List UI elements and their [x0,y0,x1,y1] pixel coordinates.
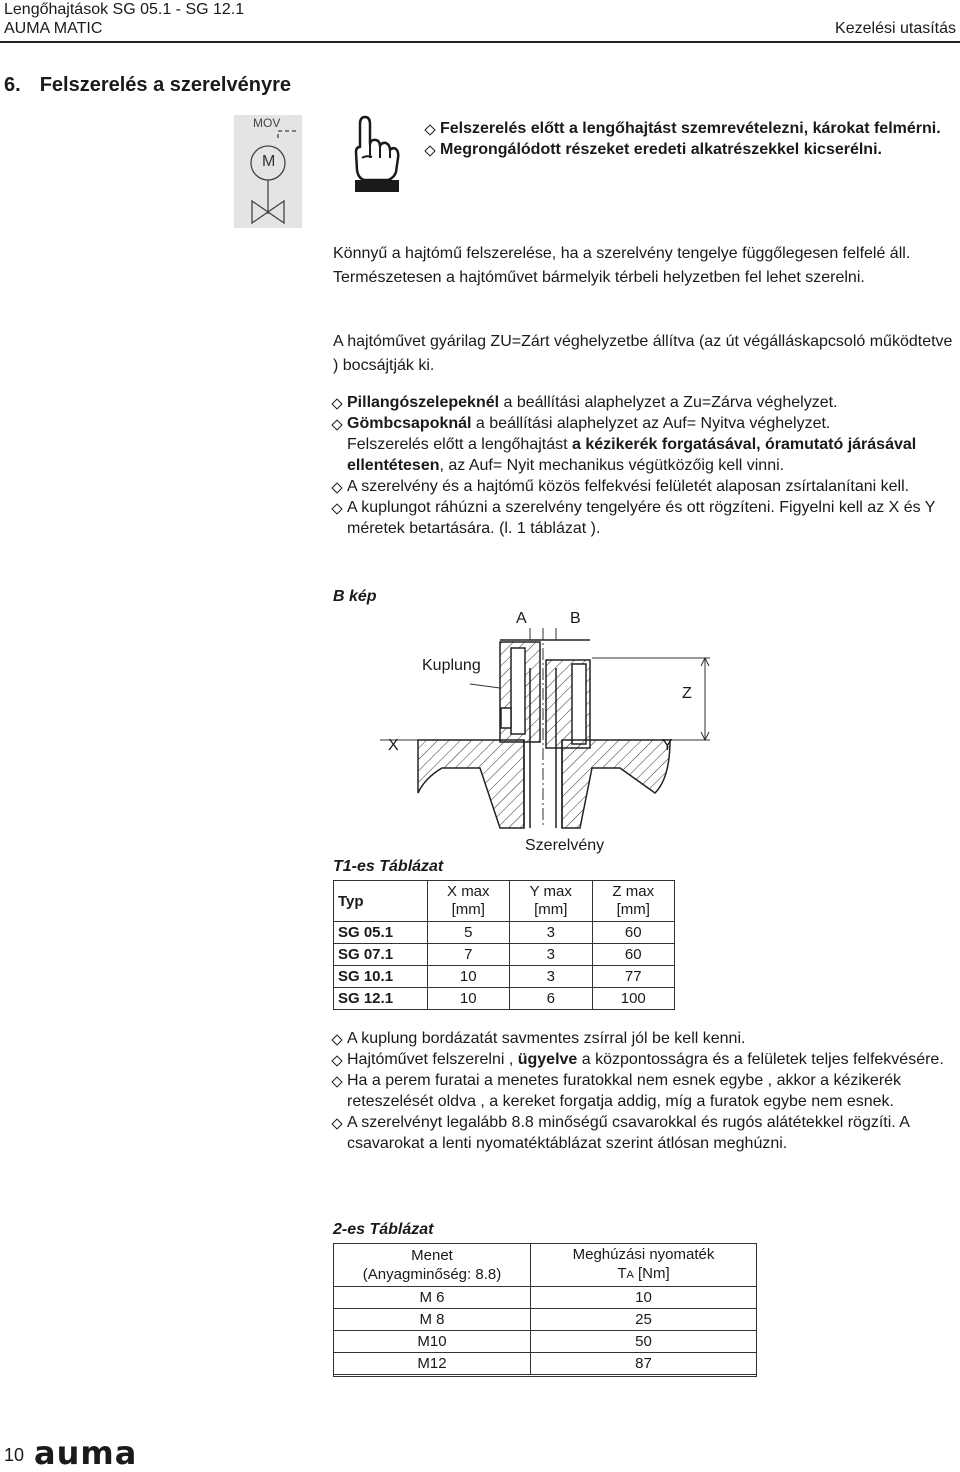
table1-header-z-b: [mm] [616,901,650,918]
figure-label-b: B [570,610,581,627]
table2-header-torque-unit: [Nm] [633,1265,670,1282]
mounting-item-grease: A kuplung bordázatát savmentes zsírral jól be kell kenni. [333,1028,953,1049]
table1-header-y [510,881,592,922]
valve-symbol [234,115,302,228]
mov-label: MOV [253,116,281,130]
table2-cell-ta: 87 [531,1353,757,1375]
table1-header-typ: Typ [334,881,428,922]
mounting-item-center [333,1049,953,1070]
table2-cell-ta: 10 [531,1287,757,1309]
table2-caption: 2-es Táblázat [333,1221,434,1238]
ball-cont-a: Felszerelés előtt a lengőhajtást [347,436,573,453]
butterfly-label: Pillangószelepeknél [347,394,500,411]
header-title [4,0,244,38]
table1-header-y-a: Y max [529,883,572,900]
motor-valve-icon [234,115,302,228]
table2 [333,1243,757,1375]
table1-header-x-a: X max [447,883,490,900]
table-row [334,922,675,944]
page-number: 10 [4,1445,25,1465]
table1-cell-z: 100 [592,988,675,1010]
warning-hand-icon [350,114,402,194]
factory-setting-paragraph: A hajtóművet gyárilag ZU=Zárt véghelyzetbe állítva (az út végálláskapcsoló működtetve ) bocsájtják ki. [333,333,953,374]
table1-header-y-b: [mm] [534,901,568,918]
table1-cell-typ: SG 05.1 [334,922,428,944]
section-heading [4,74,291,97]
header-rule [0,41,960,43]
table1-cell-y: 3 [510,966,592,988]
table1-cell-x: 7 [427,944,509,966]
table2-cell-menet: M 8 [334,1309,531,1331]
table2-header-torque-sub: A [626,1269,634,1281]
ball-label: Gömbcsapoknál [347,415,472,432]
figure-label-szerelveny: Szerelvény [525,837,605,854]
table1-cell-y: 6 [510,988,592,1010]
figure-label-x: X [388,737,399,754]
table1-cell-typ: SG 10.1 [334,966,428,988]
table1 [333,880,675,1010]
table-row [334,944,675,966]
warning-list [426,118,956,160]
section-title: Felszerelés a szerelvényre [39,74,291,96]
intro-paragraph: Könnyű a hajtómű felszerelése, ha a szerelvény tengelye függőlegesen felfelé áll. Természetesen a hajtóművet bármelyik térbeli helyzetben fel lehet szerelni. [333,245,911,286]
setup-item-coupling: A kuplungot ráhúzni a szerelvény tengelyére és ott rögzíteni. Figyelni kell az X és Y méretek betartására. (l. 1 táblázat ). [333,497,953,539]
table1-header-x [427,881,509,922]
mounting-item-bolts: A szerelvényt legalább 8.8 minőségű csavarokkal és rugós alátétekkel rögzíti. A csavarokat a lenti nyomatéktáblázat szerint átlósan meghúzni. [333,1112,953,1154]
setup-item-ball [333,413,953,476]
table1-header-row [334,881,675,922]
setup-item-butterfly [333,392,953,413]
table1-cell-z: 60 [592,922,675,944]
table2-header-torque-a: Meghúzási nyomaték [572,1246,715,1263]
table1-header-x-b: [mm] [451,901,485,918]
section-number: 6. [4,74,21,96]
table1-caption: T1-es Táblázat [333,858,444,875]
figure-label-a: A [516,610,527,627]
table1-cell-x: 5 [427,922,509,944]
table1-cell-x: 10 [427,988,509,1010]
auma-logo: auma [34,1434,138,1472]
table2-cell-menet: M 6 [334,1287,531,1309]
table1-cell-y: 3 [510,922,592,944]
warning-item-2: Megrongálódott részeket eredeti alkatrészekkel kicserélni. [426,139,956,160]
table1-cell-x: 10 [427,966,509,988]
header-doc-type: Kezelési utasítás [835,20,956,37]
figure-label-z: Z [682,685,692,702]
table-row [334,1331,757,1353]
table2-cell-menet: M10 [334,1331,531,1353]
table1-cell-typ: SG 12.1 [334,988,428,1010]
table2-header-torque [531,1244,757,1287]
setup-list [333,392,953,539]
ball-cont-b: , az Auf= Nyit mechanikus végütközőig kell vinni. [439,457,785,474]
table1-cell-y: 3 [510,944,592,966]
table1-cell-z: 77 [592,966,675,988]
table1-header-z [592,881,675,922]
butterfly-text: a beállítási alaphelyzet a Zu=Zárva véghelyzet. [499,394,838,411]
center-text-b: a központosságra és a felületek teljes felfekvésére. [577,1051,944,1068]
table2-cell-ta: 50 [531,1331,757,1353]
table-row [334,1353,757,1375]
setup-item-degrease: A szerelvény és a hajtómű közös felfekvési felületét alaposan zsírtalanítani kell. [333,476,953,497]
ball-cont-bold: a kézikerék forgatásával, óramutató járásával ellentétesen [347,436,917,474]
table2-header-row [334,1244,757,1287]
ball-text: a beállítási alaphelyzet az Auf= Nyitva véghelyzet. [471,415,831,432]
header-title-line1: Lengőhajtások SG 05.1 - SG 12.1 [4,1,245,18]
table2-cell-ta: 25 [531,1309,757,1331]
table1-header-z-a: Z max [612,883,655,900]
table2-header-menet [334,1244,531,1287]
table-row [334,1309,757,1331]
table1-cell-z: 60 [592,944,675,966]
center-text-a: Hajtóművet felszerelni , [347,1051,518,1068]
center-text-bold: ügyelve [517,1051,578,1068]
mounting-list [333,1028,953,1154]
figure-label-y: Y [662,737,673,754]
warning-item-1: Felszerelés előtt a lengőhajtást szemrevételezni, károkat felmérni. [426,118,956,139]
mounting-item-holes: Ha a perem furatai a menetes furatokkal nem esnek egybe , akkor a kézikerék reteszelését oldva , a kereket forgatja addig, míg a furatok egybe nem esnek. [333,1070,953,1112]
figure-caption: B kép [333,588,377,605]
table2-cell-menet: M12 [334,1353,531,1375]
header-title-line2: AUMA MATIC [4,20,103,37]
figure-label-kuplung: Kuplung [422,657,481,674]
m-label: M [262,153,276,170]
table-row [334,1287,757,1309]
table2-header-menet-a: Menet [411,1247,453,1264]
table1-cell-typ: SG 07.1 [334,944,428,966]
table-row [334,988,675,1010]
table2-header-menet-b: (Anyagminőség: 8.8) [362,1266,502,1283]
table2-header-torque-t: T [617,1265,627,1282]
table-row [334,966,675,988]
